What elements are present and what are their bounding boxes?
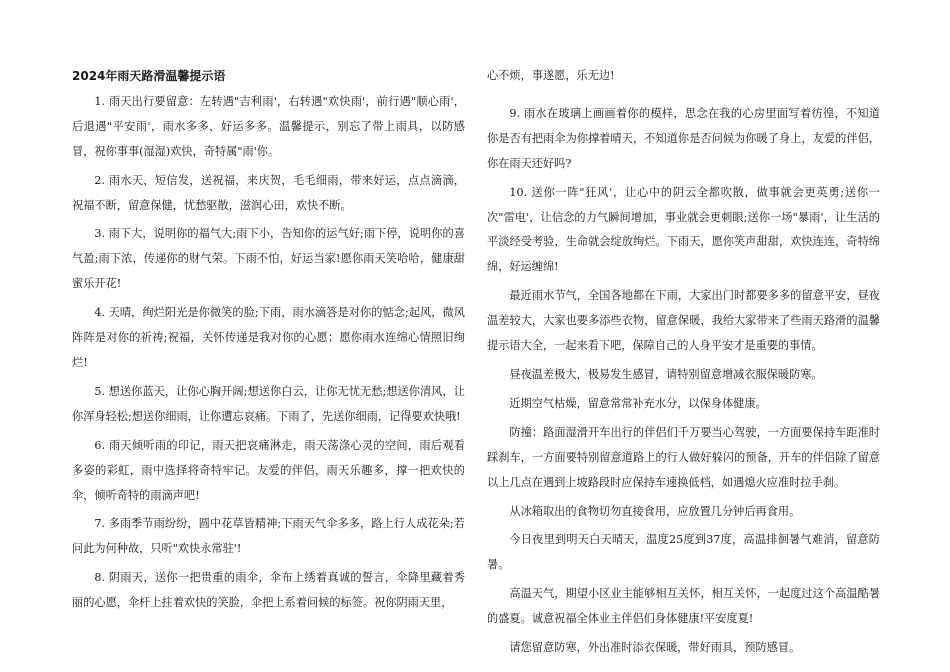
right-column xyxy=(487,64,880,665)
paragraph-4: 4. 天晴，绚烂阳光是你微笑的脸;下雨，雨水滴答是对你的惦念;起风，微风阵阵是对你的祈祷;祝福，关怀传递是我对你的心愿；愿你雨水连绵心情照旧绚烂! xyxy=(72,306,465,369)
paragraph-food-tip: 从冰箱取出的食物切勿直接食用，应放置几分钟后再食用。 xyxy=(509,504,801,518)
paragraph-3: 3. 雨下大，说明你的福气大;雨下小，告知你的运气好;雨下停，说明你的喜气盈;雨下浓，传递你的财气荣。下雨不怕，好运当家!愿你雨天笑哈哈，健康甜蜜乐开花! xyxy=(72,227,465,291)
paragraph-8: 8. 阴雨天，送你一把贵重的雨伞，伞布上绣着真诚的誓言，伞降里藏着秀丽的心愿，伞杆上拄着欢快的笑脸，伞把上系着问候的标签。祝你阴雨天里， xyxy=(72,571,465,610)
paragraph-6: 6. 雨天倾听雨的印记，雨天把哀痛淋走，雨天荡涤心灵的空间，雨后观看多姿的彩虹，雨中选择将奇特牢记。友爱的伴侣，雨天乐趣多，撑一把欢快的伞，倾听奇特的雨滴声吧! xyxy=(72,438,465,502)
paragraph-2: 2. 雨水天，短信发，送祝福，来庆贺，毛毛细雨，带来好运，点点滴滴，祝福不断，留意保健，忧愁驱散，滋润心田，欢快不断。 xyxy=(72,173,465,212)
left-column xyxy=(72,64,465,620)
paragraph-intro: 最近雨水节气，全国各地都在下雨，大家出门时都要多多的留意平安，昼夜温差较大，大家也要多添些衣物，留意保暖，我给大家带来了些雨天路滑的温馨提示语大全，一起来看下吧，保障自己的人身平安才是重要的事情。 xyxy=(487,289,880,353)
paragraph-hydration-tip: 近期空气枯燥，留意常常补充水分，以保身体健康。 xyxy=(509,396,767,410)
paragraph-8-continued: 心不烦，事遂愿，乐无边! xyxy=(487,69,615,82)
paragraph-cold-tip: 请您留意防寒，外出准时添衣保暖，带好雨具，预防感冒。 xyxy=(509,641,801,655)
paragraph-driving-tip: 防撞：路面湿滑开车出行的伴侣们千万要当心驾驶，一方面要保持车距准时踩刹车，一方面要特别留意道路上的行人做好躲闪的预备，开车的伴侣除了留意以上几点在遇到上坡路段时应保持车速换低档，如遇熄火应准时拉手刹。 xyxy=(487,425,880,489)
paragraph-weather-forecast: 今日夜里到明天白天晴天，温度25度到37度，高温排徊暑气难消，留意防暑。 xyxy=(487,533,880,572)
document-title: 2024年雨天路滑温馨提示语 xyxy=(72,69,226,83)
paragraph-temperature-tip: 昼夜温差极大，极易发生感冒，请特别留意增减衣服保暖防寒。 xyxy=(509,367,823,381)
paragraph-7: 7. 多雨季节雨纷纷，圆中花草皆精神;下雨天气伞多多，路上行人成花朵;若问此为何种故，只听"欢快永常驻'! xyxy=(72,517,465,556)
paragraph-heat-tip: 高温天气，期望小区业主能够相互关怀，相互关怀，一起度过这个高温酷暑的盛夏。诚意祝福全体业主伴侣们身体健康!平安度夏! xyxy=(487,587,880,626)
paragraph-10: 10. 送你一阵"狂风'，让心中的阴云全都吹散，做事就会更英勇;送你一次"雷电'，让信念的力气瞬间增加，事业就会更刺眼;送你一场"暴雨'，让生活的平淡经受考验，生命就会绽放绚烂。下雨天，愿你笑声甜甜，欢快连连，奇特绵绵，好运缠绵! xyxy=(487,185,880,274)
paragraph-1: 1. 雨天出行要留意：左转遇"吉利雨'，右转遇"欢快雨'，前行遇"顺心雨'，后退遇"平安雨'，雨水多多，好运多多。温馨提示，别忘了带上雨具，以防感冒，祝你事事(湿湿)欢快，奇特属"雨'你。 xyxy=(72,94,465,158)
paragraph-9: 9. 雨水在玻璃上画画着你的模样，思念在我的心房里面写着彷徨，不知道你是否有把雨伞为你撑着晴天，不知道你是否问候为你暖了身上，友爱的伴侣，你在雨天还好吗? xyxy=(487,106,880,170)
paragraph-5: 5. 想送你蓝天，让你心胸开阔;想送你白云，让你无忧无愁;想送你清风，让你浑身轻松;想送你细雨，让你遭忘哀痛。下雨了，先送你细雨，记得要欢快哦! xyxy=(72,384,465,423)
